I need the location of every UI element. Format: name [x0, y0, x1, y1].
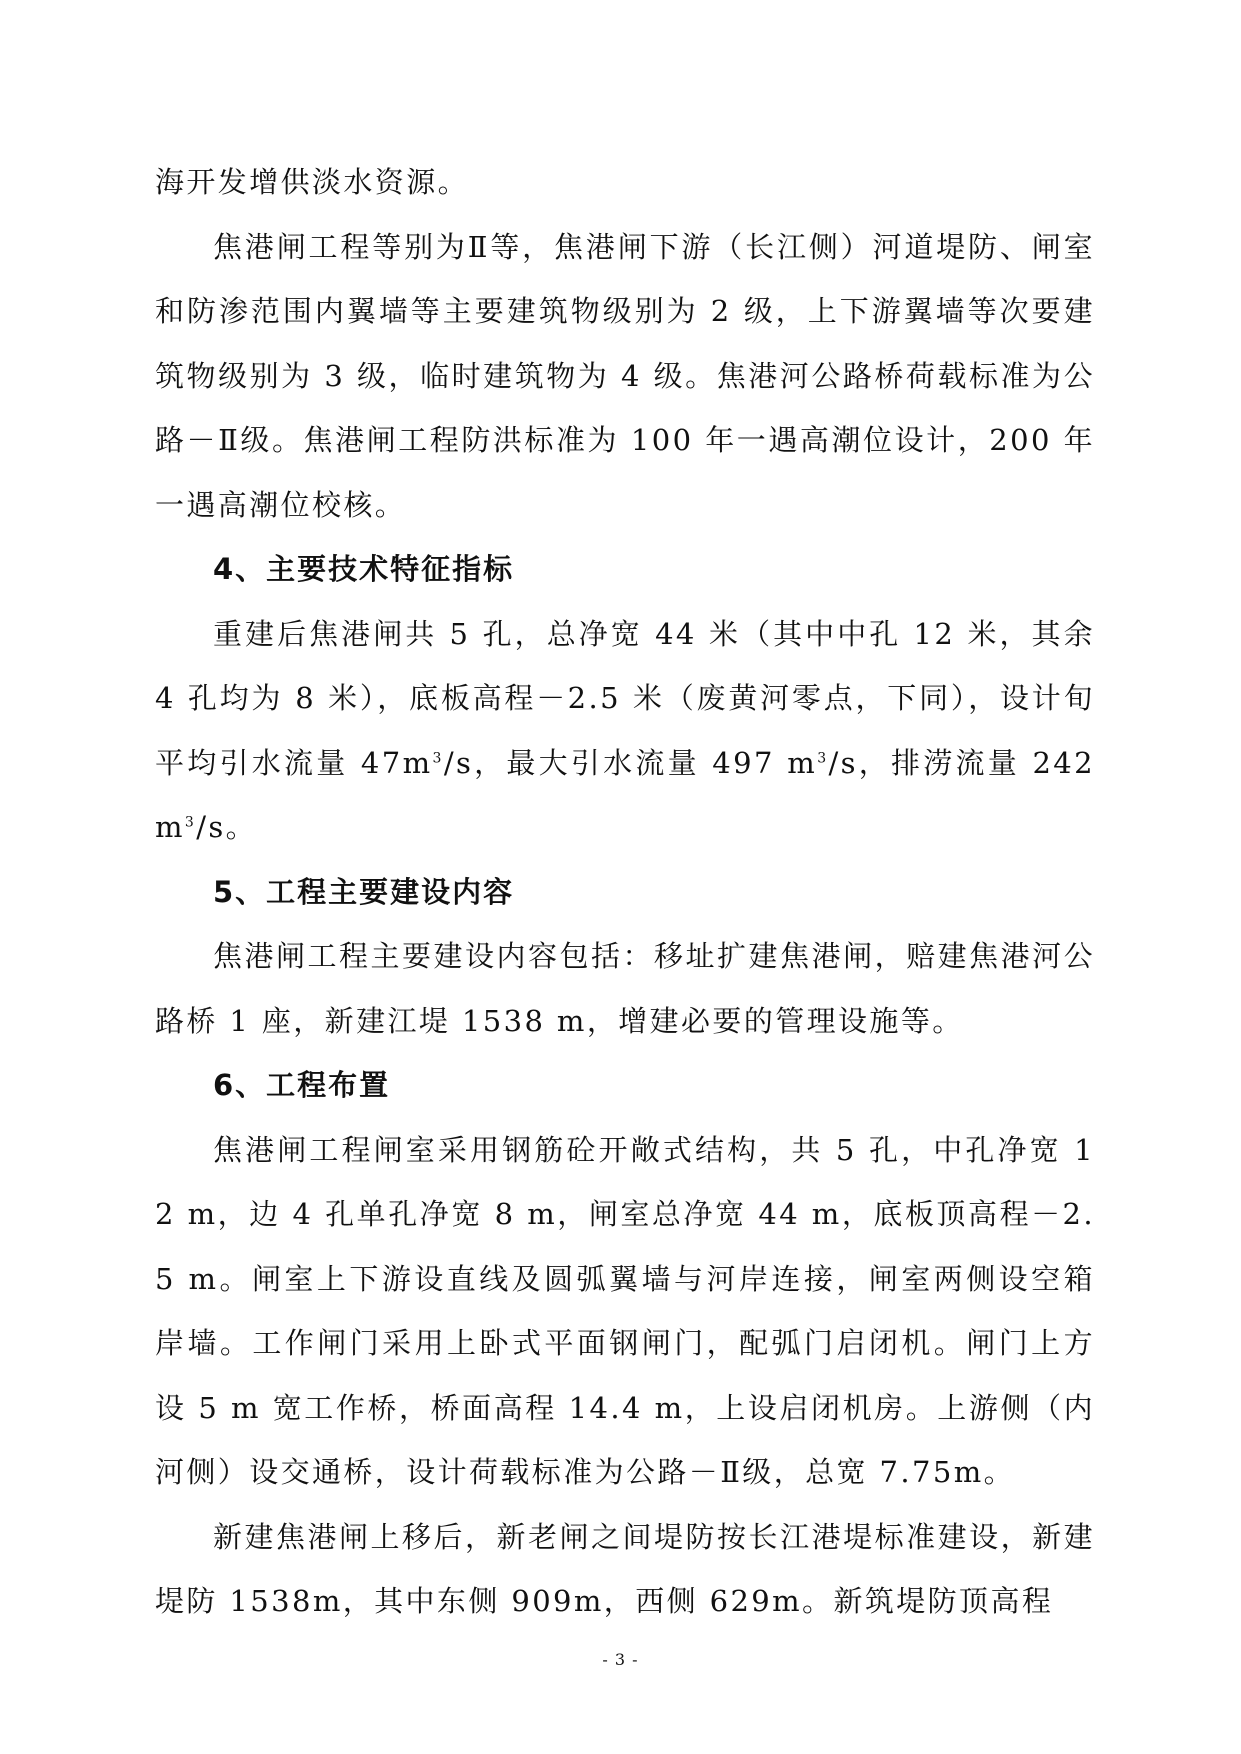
document-body — [155, 150, 1095, 1634]
section-heading-construction-content: 5、工程主要建设内容 — [213, 874, 515, 909]
superscript-cube: 3 — [817, 749, 829, 766]
section-heading-layout: 6、工程布置 — [213, 1068, 391, 1102]
text-segment: 重建后焦港闸共 5 孔，总净宽 44 米（其中中孔 12 米，其余 4 孔均为 8 米），底板高程－2.5 米（废黄河零点，下同），设计旬平均引水流量 47m — [155, 616, 1095, 780]
text-segment: /s，最大引水流量 497 m — [443, 745, 818, 780]
paragraph-layout-embankment: 新建焦港闸上移后，新老闸之间堤防按长江港堤标准建设，新建堤防 1538m，其中东侧 909m，西侧 629m。新筑堤防顶高程 — [155, 1519, 1095, 1618]
superscript-cube: 3 — [432, 749, 444, 766]
paragraph-continuation: 海开发增供淡水资源。 — [155, 165, 470, 199]
paragraph-layout-sluice: 焦港闸工程闸室采用钢筋砼开敞式结构，共 5 孔，中孔净宽 12 m，边 4 孔单孔净宽 8 m，闸室总净宽 44 m，底板顶高程－2.5 m。闸室上下游设直线及圆弧翼墙与河岸连接，闸室两侧设空箱岸墙。工作闸门采用上卧式平面钢闸门，配弧门启闭机。闸门上方设 5 m 宽工作桥，桥面高程 14.4 m，上设启闭机房。上游侧（内河侧）设交通桥，设计荷载标准为公路－Ⅱ级，总宽 7.75m。 — [155, 1132, 1095, 1489]
paragraph-construction-content: 焦港闸工程主要建设内容包括：移址扩建焦港闸，赔建焦港河公路桥 1 座，新建江堤 1538 m，增建必要的管理设施等。 — [155, 939, 1095, 1038]
section-heading-technical-indicators: 4、主要技术特征指标 — [213, 552, 515, 586]
text-segment: /s，排涝流量 242 m — [155, 745, 1096, 844]
page-number: - 3 - — [602, 1650, 639, 1669]
text-segment: /s。 — [196, 810, 258, 844]
paragraph-engineering-grade: 焦港闸工程等别为Ⅱ等，焦港闸下游（长江侧）河道堤防、闸室和防渗范围内翼墙等主要建筑物级别为 2 级，上下游翼墙等次要建筑物级别为 3 级，临时建筑物为 4 级。焦港河公路桥荷载标准为公路－Ⅱ级。焦港闸工程防洪标准为 100 年一遇高潮位设计，200 年一遇高潮位校核。 — [155, 229, 1095, 522]
superscript-cube: 3 — [184, 814, 197, 831]
paragraph-technical-indicators — [155, 602, 1095, 860]
